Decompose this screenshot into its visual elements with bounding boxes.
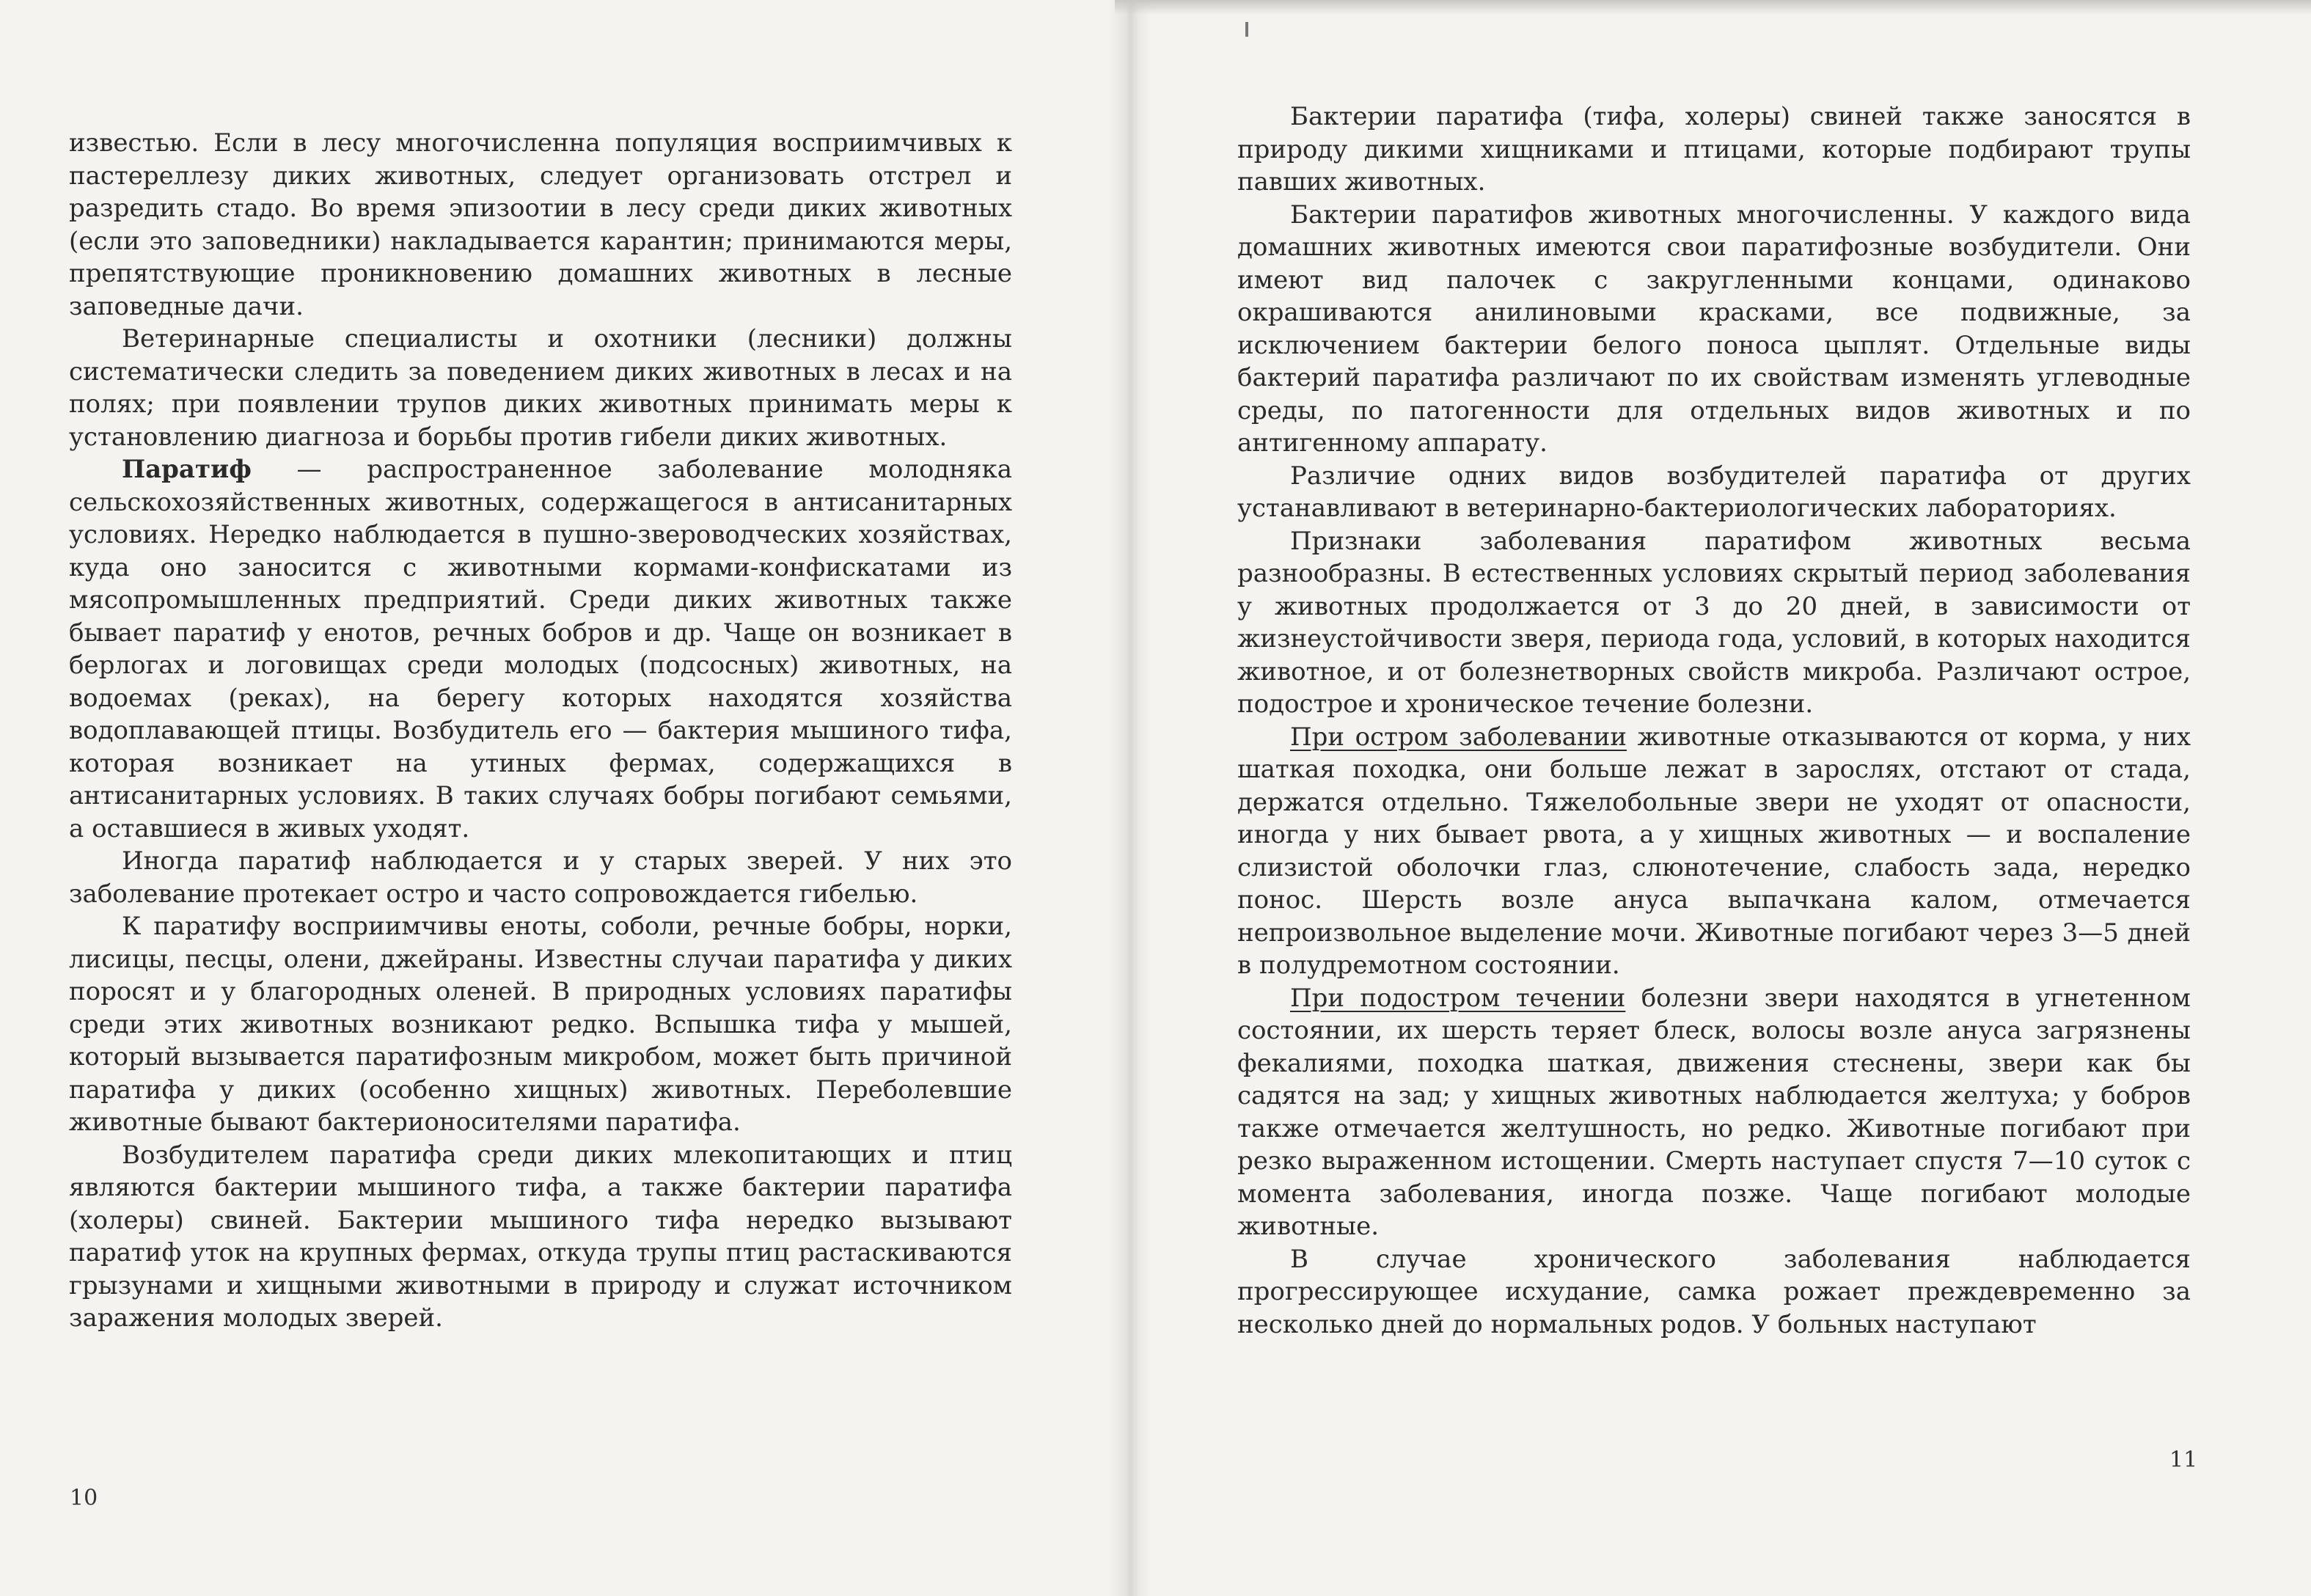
paragraph: Признаки заболевания паратифом животных весьма разнообразны. В естественных условиях скрытый период заболевания у животных продолжается от 3 до 20 дней, в зависимости от жизнеустойчивости зверя, периода года, условий, в которых находится животное, и от болезнетворных свойств микроба. Различают острое, подострое и хроническое течение болезни. [1237, 526, 2191, 719]
paragraph: Иногда паратиф наблюдается и у старых зверей. У них это заболевание протекает остро и часто сопровождается гибелью. [69, 846, 1012, 909]
underlined-phrase: При подостром течении [1290, 983, 1626, 1013]
paragraph: Различие одних видов возбудителей паратифа от других устанавливают в ветеринарно-бактериологических лабораториях. [1237, 461, 2191, 523]
paragraph-text: болезни звери находятся в угнетенном состоянии, их шерсть теряет блеск, волосы возле ануса загрязнены фекалиями, походка шаткая, движения стеснены, звери как бы садятся на зад; у хищных животных наблюдается желтуха; у бобров также отмечается желтушность, но редко. Животные погибают при резко выраженном истощении. Смерть наступает спустя 7—10 суток с момента заболевания, иногда позже. Чаще погибают молодые животные. [1237, 983, 2191, 1241]
page-shadow [1115, 0, 2311, 15]
paragraph: Ветеринарные специалисты и охотники (лесники) должны систематически следить за поведением диких животных в лесах и на полях; при появлении трупов диких животных принимать меры к установлению диагноза и борьбы против гибели диких животных. [69, 324, 1012, 452]
paragraph: Бактерии паратифа (тифа, холеры) свиней также заносятся в природу дикими хищниками и птицами, которые подбирают трупы павших животных. [1237, 102, 2191, 197]
right-page-text [1237, 100, 2191, 1341]
paragraph: К паратифу восприимчивы еноты, соболи, речные бобры, норки, лисицы, песцы, олени, джейраны. Известны случаи паратифа у диких поросят и у благородных оленей. В природных условиях паратифы среди этих животных возникают редко. Вспышка тифа у мышей, который вызывается паратифозным микробом, может быть причиной паратифа у диких (особенно хищных) животных. Переболевшие животные бывают бактерионосителями паратифа. [69, 912, 1012, 1137]
paragraph-paratif [69, 453, 1012, 845]
paragraph: В случае хронического заболевания наблюдается прогрессирующее исхудание, самка рожает преждевременно за несколько дней до нормальных родов. У больных наступают [1237, 1244, 2191, 1339]
page-number-left: 10 [70, 1485, 98, 1511]
paragraph: Бактерии паратифов животных многочисленны. У каждого вида домашних животных имеются свои паратифозные возбудители. Они имеют вид палочек с закругленными концами, одинаково окрашиваются анилиновыми красками, все подвижные, за исключением бактерии белого поноса цыплят. Отдельные виды бактерий паратифа различают по их свойствам изменять углеводные среды, по патогенности для отдельных видов животных и по антигенному аппарату. [1237, 200, 2191, 458]
page-number-right: 11 [2169, 1447, 2198, 1473]
paragraph-acute [1237, 721, 2191, 982]
book-gutter [1107, 0, 1151, 1596]
term-dash: — [251, 455, 367, 484]
paragraph-subacute [1237, 982, 2191, 1243]
paragraph: известью. Если в лесу многочисленна популяция восприимчивых к пастереллезу диких животных, следует организовать отстрел и разредить стадо. Во время эпизоотии в лесу среди диких животных (если это заповедники) накладывается карантин; принимаются меры, препятствующие проникновению домашних животных в лесные заповедные дачи. [69, 128, 1012, 321]
paragraph: Возбудителем паратифа среди диких млекопитающих и птиц являются бактерии мышиного тифа, а также бактерии паратифа (холеры) свиней. Бактерии мышиного тифа нередко вызывают паратиф уток на крупных фермах, откуда трупы птиц растаскиваются грызунами и хищными животными в природу и служат источником заражения молодых зверей. [69, 1140, 1012, 1333]
underlined-phrase: При остром заболевании [1290, 722, 1627, 752]
paragraph-text: животные отказываются от корма, у них шаткая походка, они больше лежат в зарослях, отстают от стада, держатся отдельно. Тяжелобольные звери не уходят от опасности, иногда у них бывает рвота, а у хищных животных — и воспаление слизистой оболочки глаз, слюнотечение, слабость зада, нередко понос. Шерсть возле ануса выпачкана калом, отмечается непроизвольное выделение мочи. Животные погибают через 3—5 дней в полудремотном состоянии. [1237, 722, 2191, 980]
left-page-text [69, 127, 1012, 1335]
paragraph-text: распространенное заболевание молодняка сельскохозяйственных животных, содержащегося в антисанитарных условиях. Нередко наблюдается в пушно-звероводческих хозяйствах, куда оно заносится с животными кормами-конфискатами из мясопромышленных предприятий. Среди диких животных также бывает паратиф у енотов, речных бобров и др. Чаще он возникает в берлогах и логовищах среди молодых (подсосных) животных, на водоемах (реках), на берегу которых находятся хозяйства водоплавающей птицы. Возбудитель его — бактерия мышиного тифа, которая возникает на утиных фермах, содержащихся в антисанитарных условиях. В таких случаях бобры погибают семьями, а оставшиеся в живых уходят. [69, 455, 1012, 843]
term-heading: Паратиф [122, 455, 252, 484]
margin-mark [1245, 22, 1248, 37]
